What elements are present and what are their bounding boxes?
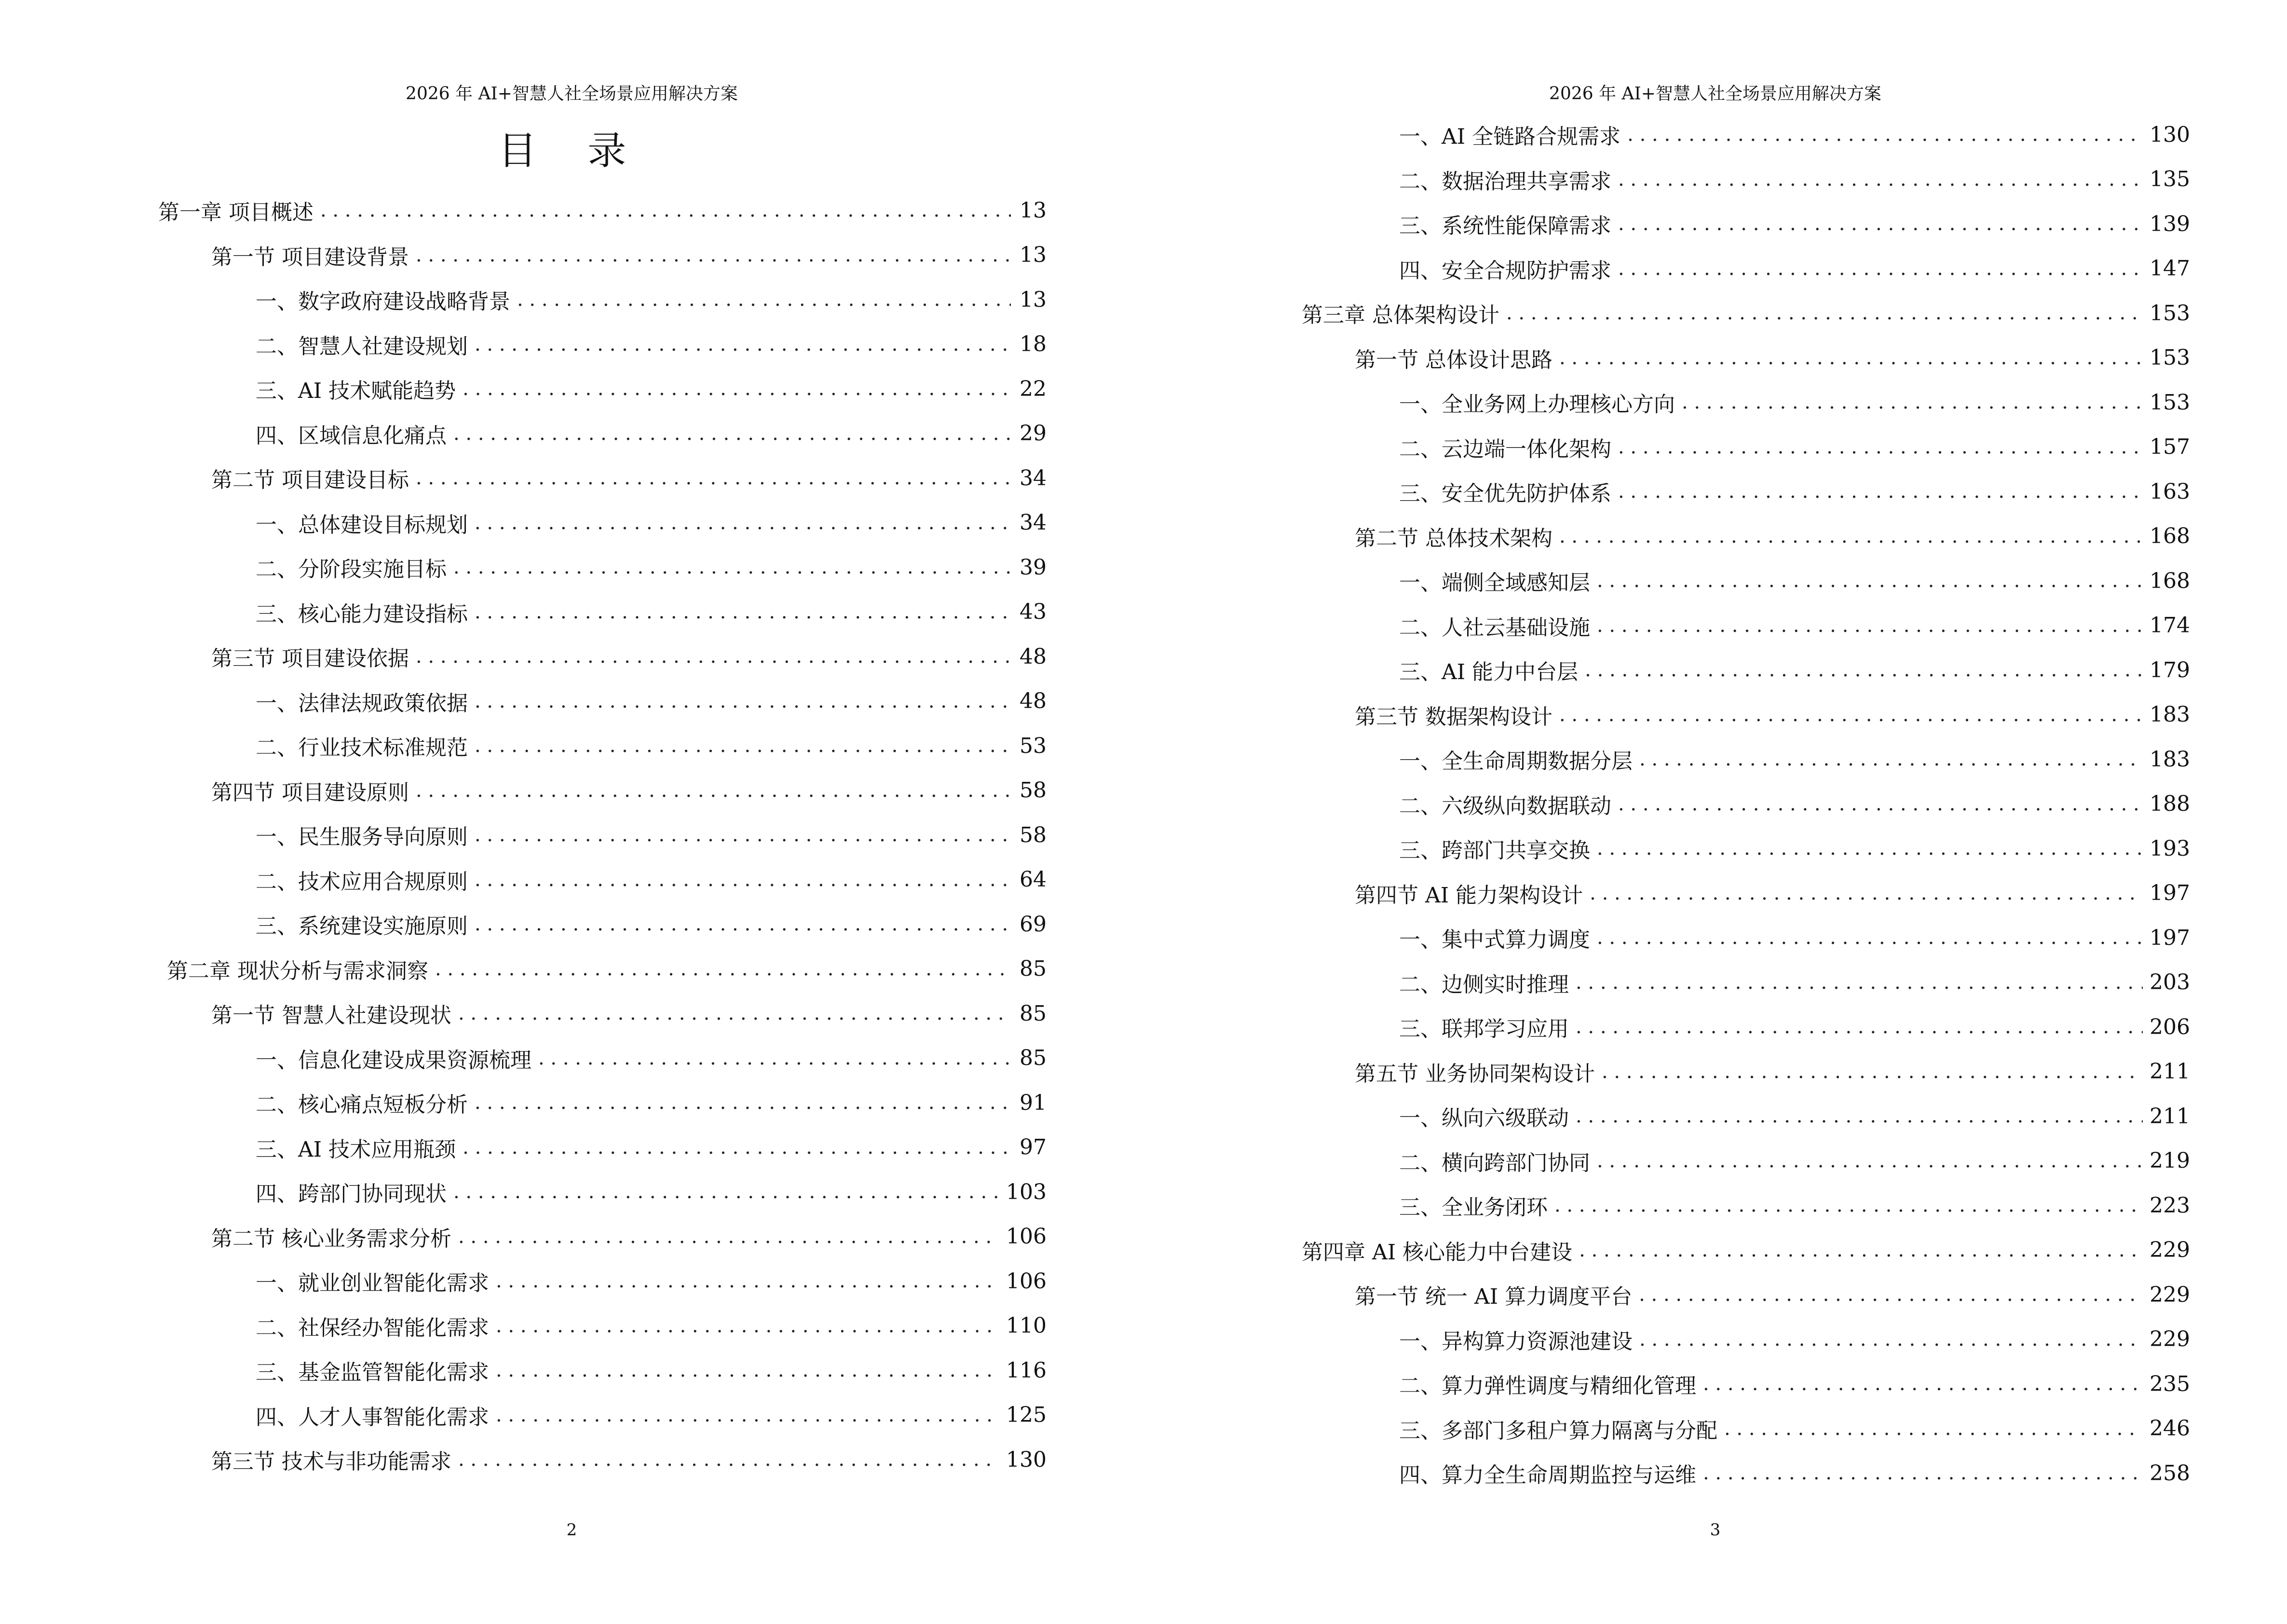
toc-entry-title: 第一节 总体设计思路 [1355,347,1552,372]
toc-entry-title: 第一章 项目概述 [158,200,313,225]
toc-entry-title: 四、算力全生命周期监控与运维 [1399,1463,1696,1488]
toc-entry-page: 153 [2150,300,2190,326]
dot-leader [1590,882,2143,904]
toc-entry-title: 一、纵向六级联动 [1399,1106,1569,1131]
toc-entry-page: 18 [1020,332,1047,357]
dot-leader [1506,302,2143,324]
toc-entry-page: 179 [2150,657,2190,682]
toc-entry-title: 二、行业技术标准规范 [256,736,468,761]
toc-entry-page: 174 [2150,613,2190,638]
toc-entry[interactable] [1302,112,2190,157]
toc-entry[interactable] [158,1080,1047,1125]
toc-entry-page: 29 [1020,421,1047,446]
dot-leader [458,1448,999,1471]
page-number: 3 [1710,1520,1721,1540]
dot-leader [320,199,1011,221]
toc-entry-title: 第一节 智慧人社建设现状 [211,1003,451,1028]
toc-entry-title: 二、人社云基础设施 [1399,615,1590,640]
toc-entry-title: 一、信息化建设成果资源梳理 [256,1048,531,1073]
toc-entry[interactable] [1302,826,2190,871]
toc-entry[interactable] [1302,1317,2190,1362]
toc-entry-page: 197 [2150,881,2190,906]
toc-entry-page: 193 [2150,836,2190,861]
toc-entry-title: 二、分阶段实施目标 [256,557,447,582]
toc-entry-title: 二、横向跨部门协同 [1399,1150,1590,1175]
toc-entry[interactable] [1302,960,2190,1005]
toc-entry[interactable] [158,456,1047,501]
toc-entry[interactable] [158,1036,1047,1081]
toc-entry[interactable] [1302,1005,2190,1050]
toc-entry-title: 四、跨部门协同现状 [256,1182,447,1207]
toc-entry[interactable] [158,590,1047,635]
running-header: 2026 年 AI+智慧人社全场景应用解决方案 [1549,84,1881,104]
toc-entry[interactable] [1302,1451,2190,1496]
toc-entry-page: 13 [1020,287,1047,312]
toc-entry-page: 157 [2150,435,2190,460]
toc-entry-title: 第二节 项目建设目标 [211,468,409,493]
dot-leader [1576,1016,2143,1038]
toc-entry-title: 第三节 项目建设依据 [211,646,409,671]
toc-entry-page: 85 [1020,1046,1047,1071]
dot-leader [1597,570,2143,592]
toc-entry-title: 三、系统建设实施原则 [256,914,468,939]
toc-entry[interactable] [158,1348,1047,1393]
toc-entry-page: 219 [2150,1148,2190,1174]
toc-entry[interactable] [158,277,1047,322]
toc-entry-title: 三、AI 技术赋能趋势 [256,379,456,404]
toc-entry-title: 四、安全合规防护需求 [1399,258,1611,283]
toc-entry-page: 229 [2150,1282,2190,1307]
dot-leader [416,779,1011,802]
toc-entry-page: 13 [1020,243,1047,268]
toc-entry-page: 64 [1020,867,1047,892]
toc-entry-title: 三、联邦学习应用 [1399,1017,1569,1042]
toc-entry[interactable] [158,233,1047,278]
toc-entry[interactable] [1302,559,2190,603]
dot-leader [517,288,1011,311]
toc-entry-title: 第二节 核心业务需求分析 [211,1226,451,1251]
toc-entry[interactable] [1302,648,2190,693]
toc-entry-page: 235 [2150,1371,2190,1396]
toc-entry-page: 130 [1006,1447,1047,1472]
toc-entry[interactable] [1302,246,2190,291]
toc-entry[interactable] [158,1215,1047,1259]
toc-entry-title: 一、全业务网上办理核心方向 [1399,392,1675,417]
toc-entry-page: 48 [1020,644,1047,669]
dot-leader [1559,704,2143,726]
toc-entry[interactable] [1302,693,2190,737]
toc-entry-title: 四、区域信息化痛点 [256,423,447,448]
toc-entry-title: 三、核心能力建设指标 [256,601,468,627]
dot-leader [1597,614,2143,637]
toc-entry-title: 一、集中式算力调度 [1399,928,1590,953]
dot-leader [1576,971,2143,994]
toc-entry-title: 第三节 数据架构设计 [1355,704,1552,729]
dot-leader [1585,659,2143,681]
toc-entry-title: 第二章 现状分析与需求洞察 [167,958,428,983]
toc-entry[interactable] [158,411,1047,456]
dot-leader [1639,1328,2143,1351]
dot-leader [1576,1105,2143,1127]
toc-entry-title: 二、核心痛点短板分析 [256,1092,468,1118]
toc-entry[interactable] [1302,336,2190,381]
dot-leader [475,1092,1011,1114]
toc-entry-title: 第三章 总体架构设计 [1302,303,1499,328]
toc-entry-page: 258 [2150,1460,2190,1486]
toc-entry-title: 一、数字政府建设战略背景 [256,289,510,314]
dot-leader [1703,1462,2143,1484]
toc-entry-title: 一、就业创业智能化需求 [256,1271,489,1296]
toc-entry-page: 48 [1020,689,1047,714]
dot-leader [1597,927,2143,949]
toc-entry[interactable] [1302,380,2190,425]
toc-entry[interactable] [1302,1228,2190,1273]
toc-entry[interactable] [1302,291,2190,336]
toc-entry-page: 39 [1020,555,1047,580]
toc-entry-title: 三、基金监管智能化需求 [256,1360,489,1385]
toc-entry[interactable] [1302,157,2190,202]
toc-entry[interactable] [1302,1183,2190,1228]
toc-entry-page: 168 [2150,568,2190,593]
toc-entry[interactable] [158,367,1047,411]
toc-entry-page: 103 [1006,1179,1047,1204]
toc-entry[interactable] [158,991,1047,1036]
toc-entry-page: 22 [1020,376,1047,401]
toc-entry-page: 106 [1006,1224,1047,1249]
toc-entry-page: 211 [2150,1059,2190,1084]
toc-entry-page: 43 [1020,600,1047,625]
toc-entry-title: 第四章 AI 核心能力中台建设 [1302,1240,1573,1265]
toc-entry-title: 第四节 项目建设原则 [211,780,409,805]
dot-leader [416,244,1011,266]
toc-list [1302,112,2190,1496]
toc-entry[interactable] [1302,1050,2190,1094]
toc-entry-title: 第一节 项目建设背景 [211,245,409,270]
toc-entry-page: 130 [2150,122,2190,147]
toc-entry[interactable] [158,1125,1047,1170]
toc-entry-title: 二、数据治理共享需求 [1399,169,1611,194]
dot-leader [1639,1283,2143,1306]
dot-leader [1618,168,2143,191]
dot-leader [435,958,1011,980]
toc-entry-page: 153 [2150,345,2190,370]
toc-entry-title: 二、智慧人社建设规划 [256,334,468,359]
dot-leader [496,1270,999,1292]
toc-entry-page: 135 [2150,167,2190,192]
toc-entry-title: 三、多部门多租户算力隔离与分配 [1399,1418,1717,1443]
toc-entry-page: 58 [1020,778,1047,803]
toc-entry-page: 206 [2150,1014,2190,1039]
toc-entry[interactable] [158,858,1047,902]
toc-entry-title: 一、AI 全链路合规需求 [1399,124,1621,150]
dot-leader [1618,480,2143,503]
toc-entry[interactable] [1302,514,2190,559]
toc-entry-page: 168 [2150,524,2190,549]
toc-entry[interactable] [158,947,1047,992]
toc-entry[interactable] [158,1393,1047,1438]
toc-entry[interactable] [158,813,1047,858]
dot-leader [496,1315,999,1337]
dot-leader [475,333,1011,355]
toc-entry[interactable] [158,1304,1047,1349]
toc-entry-title: 第三节 技术与非功能需求 [211,1449,451,1474]
dot-leader [1627,123,2143,146]
toc-page-right [1144,0,2287,1624]
toc-entry-page: 163 [2150,479,2190,504]
toc-entry[interactable] [158,723,1047,768]
toc-entry-page: 125 [1006,1403,1047,1428]
toc-entry[interactable] [1302,425,2190,470]
toc-entry-page: 246 [2150,1416,2190,1441]
toc-entry[interactable] [1302,1272,2190,1317]
toc-entry-page: 34 [1020,510,1047,535]
dot-leader [1618,258,2143,280]
toc-entry-page: 183 [2150,747,2190,772]
dot-leader [416,645,1011,668]
toc-entry[interactable] [158,679,1047,724]
dot-leader [1554,1194,2143,1216]
toc-entry-title: 第一节 统一 AI 算力调度平台 [1355,1284,1633,1310]
dot-leader [475,869,1011,891]
toc-entry-title: 一、全生命周期数据分层 [1399,749,1633,774]
running-header: 2026 年 AI+智慧人社全场景应用解决方案 [406,84,738,104]
dot-leader [475,913,1011,935]
toc-entry-page: 69 [1020,912,1047,937]
dot-leader [453,1181,999,1203]
toc-entry[interactable] [1302,871,2190,916]
toc-entry-title: 三、安全优先防护体系 [1399,481,1611,506]
toc-entry[interactable] [158,322,1047,367]
toc-entry-page: 85 [1020,956,1047,982]
toc-entry-page: 229 [2150,1327,2190,1352]
toc-entry-page: 153 [2150,390,2190,415]
dot-leader [1597,1150,2143,1172]
dot-leader [1682,391,2143,413]
toc-entry-title: 三、AI 技术应用瓶颈 [256,1137,456,1162]
dot-leader [1602,1061,2143,1083]
toc-entry-title: 二、六级纵向数据联动 [1399,793,1611,819]
dot-leader [1703,1373,2143,1395]
page-number: 2 [566,1520,577,1540]
dot-leader [453,556,1011,578]
dot-leader [475,512,1011,534]
dot-leader [1618,213,2143,235]
dot-leader [463,378,1011,400]
toc-entry-title: 一、民生服务导向原则 [256,825,468,850]
toc-entry-title: 二、社保经办智能化需求 [256,1315,489,1340]
toc-entry-page: 110 [1006,1313,1047,1338]
toc-list [158,188,1047,1482]
dot-leader [453,423,1011,445]
toc-entry[interactable] [1302,603,2190,648]
dot-leader [1639,748,2143,770]
toc-entry-page: 139 [2150,211,2190,236]
toc-entry[interactable] [1302,1362,2190,1406]
toc-entry-page: 203 [2150,970,2190,995]
toc-entry-page: 197 [2150,925,2190,950]
toc-entry[interactable] [158,1170,1047,1215]
toc-entry-title: 二、边侧实时推理 [1399,972,1569,997]
toc-entry-page: 34 [1020,465,1047,491]
toc-entry-title: 三、AI 能力中台层 [1399,660,1579,685]
toc-entry[interactable] [1302,1406,2190,1451]
dot-leader [1559,347,2143,369]
toc-entry-page: 85 [1020,1001,1047,1026]
toc-entry[interactable] [1302,469,2190,514]
toc-entry[interactable] [158,188,1047,233]
toc-entry-page: 229 [2150,1238,2190,1263]
toc-entry-page: 58 [1020,822,1047,847]
toc-entry-title: 第五节 业务协同架构设计 [1355,1061,1595,1086]
dot-leader [458,1226,999,1248]
toc-entry[interactable] [1302,915,2190,960]
toc-entry-title: 四、人才人事智能化需求 [256,1405,489,1430]
toc-entry[interactable] [158,768,1047,813]
toc-entry-page: 106 [1006,1269,1047,1294]
toc-entry[interactable] [158,545,1047,590]
dot-leader [496,1359,999,1381]
toc-entry-title: 第四节 AI 能力架构设计 [1355,883,1583,908]
dot-leader [416,467,1011,489]
toc-entry-page: 53 [1020,733,1047,758]
toc-entry[interactable] [158,902,1047,947]
toc-entry[interactable] [158,501,1047,546]
toc-entry[interactable] [158,1437,1047,1482]
dot-leader [496,1404,999,1426]
dot-leader [475,735,1011,757]
toc-entry-title: 一、法律法规政策依据 [256,691,468,716]
toc-entry-page: 97 [1020,1135,1047,1160]
dot-leader [1559,525,2143,547]
toc-entry-page: 211 [2150,1104,2190,1129]
toc-entry-page: 91 [1020,1090,1047,1115]
toc-entry-title: 二、云边端一体化架构 [1399,437,1611,462]
toc-entry-title: 一、异构算力资源池建设 [1399,1329,1633,1354]
dot-leader [1579,1239,2143,1261]
dot-leader [475,824,1011,846]
toc-entry-page: 147 [2150,256,2190,281]
toc-entry[interactable] [1302,737,2190,782]
toc-entry-title: 一、端侧全域感知层 [1399,571,1590,596]
dot-leader [1597,837,2143,860]
toc-entry-page: 116 [1006,1358,1047,1383]
toc-entry-page: 183 [2150,702,2190,727]
dot-leader [463,1136,1011,1159]
toc-entry[interactable] [1302,1139,2190,1184]
toc-entry-title: 三、系统性能保障需求 [1399,214,1611,239]
dot-leader [1618,793,2143,815]
dot-leader [475,690,1011,712]
dot-leader [538,1047,1011,1069]
toc-entry-title: 第二节 总体技术架构 [1355,526,1552,551]
toc-entry-title: 一、总体建设目标规划 [256,512,468,537]
toc-entry[interactable] [1302,1094,2190,1139]
toc-entry[interactable] [158,634,1047,679]
toc-entry-title: 二、技术应用合规原则 [256,869,468,894]
toc-entry[interactable] [1302,782,2190,827]
toc-entry-title: 三、跨部门共享交换 [1399,838,1590,863]
dot-leader [458,1002,1011,1024]
toc-entry-title: 二、算力弹性调度与精细化管理 [1399,1374,1696,1399]
dot-leader [475,601,1011,623]
toc-entry-title: 三、全业务闭环 [1399,1195,1548,1220]
toc-entry-page: 13 [1020,198,1047,223]
toc-entry[interactable] [1302,202,2190,246]
dot-leader [1724,1418,2143,1440]
page-title: 目 录 [498,128,646,173]
toc-entry[interactable] [158,1259,1047,1304]
toc-entry-page: 188 [2150,792,2190,817]
toc-entry-page: 223 [2150,1193,2190,1218]
dot-leader [1618,436,2143,458]
